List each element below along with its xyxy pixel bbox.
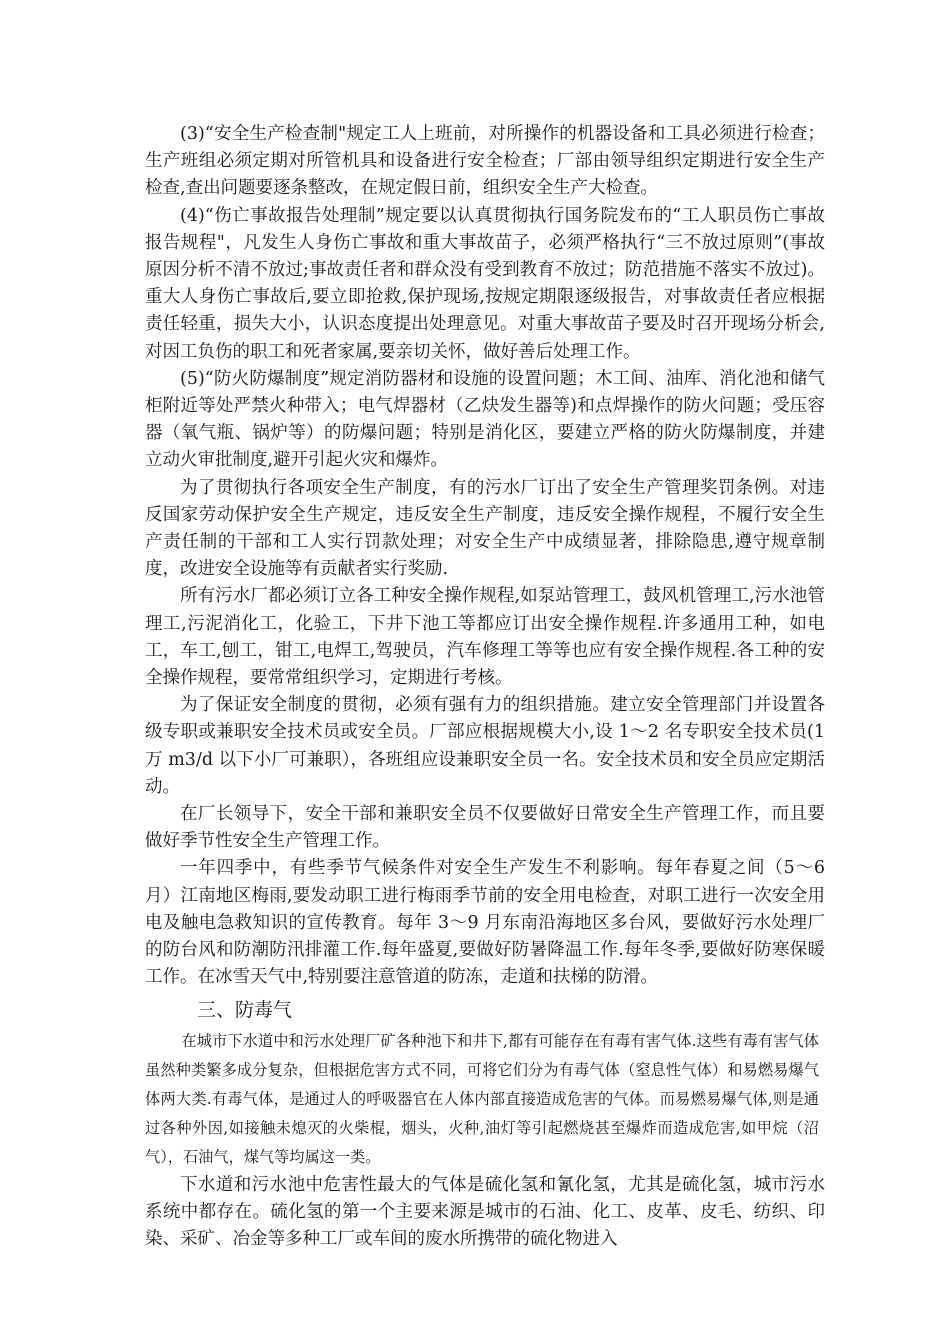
paragraph-reward-penalty: 为了贯彻执行各项安全生产制度，有的污水厂订出了安全生产管理奖罚条例。对违反国家劳动保护安全生产规定，违反安全生产制度，违反安全操作规程，不履行安全生产责任制的干部和工人实行罚款处理；对安全生产中成绩显著，排除隐患,遵守规章制度，改进安全设施等有贡献者实行奖励. (145, 477, 825, 580)
section-heading: 三、防毒气 (197, 998, 293, 1021)
paragraph-operating-rules: 所有污水厂都必须订立各工种安全操作规程,如泵站管理工，鼓风机管理工,污水池管理工,污泥消化工，化验工，下井下池工等都应订出安全操作规程.许多通用工种，如电工，车工,刨工，钳工,电焊工,驾驶员，汽车修理工等等也应有安全操作规程.各工种的安全操作规程，要常常组织学习，定期进行考核。 (145, 586, 825, 689)
paragraph-factory-director: 在厂长领导下，安全干部和兼职安全员不仅要做好日常安全生产管理工作，而且要做好季节性安全生产管理工作。 (145, 804, 825, 852)
paragraph-seasonal: 一年四季中，有些季节气候条件对安全生产发生不利影响。每年春夏之间（5～6 月）江南地区梅雨,要发动职工进行梅雨季节前的安全用电检查，对职工进行一次安全用电及触电急救知识的宣传教育。每年 3～9 月东南沿海地区多台风，要做好污水处理厂的防台风和防潮防汛排灌工作.每年盛夏,要做好防暑降温工作.每年冬季,要做好防寒保暖工作。在冰雪天气中,特别要注意管道的防冻，走道和扶梯的防滑。 (145, 858, 825, 988)
document-page (145, 121, 825, 1253)
paragraph-toxic-gases: 在城市下水道中和污水处理厂矿各种池下和井下,都有可能存在有毒有害气体.这些有毒有害气体虽然种类繁多成分复杂，但根据危害方式不同，可将它们分为有毒气体（窒息性气体）和易燃易爆气体两大类.有毒气体，是通过人的呼吸器官在人体内部直接造成危害的气体。而易燃易爆气体,则是通过各种外因,如接触未熄灭的火柴棍，烟头，火种,油灯等引起燃烧甚至爆炸而造成危害,如甲烷（沼气），石油气，煤气等均属这一类。 (145, 1031, 819, 1166)
paragraph-fire-prevention: (5)“防火防爆制度”规定消防器材和设施的设置问题；木工间、油库、消化池和储气柜附近等处严禁火种带入；电气焊器材（乙炔发生器等)和点焊操作的防火问题；受压容器（氧气瓶、锅炉等）的防爆问题；特别是消化区，要建立严格的防火防爆制度，并建立动火审批制度,避开引起火灾和爆炸。 (145, 368, 825, 471)
paragraph-safety-inspection: (3)“安全生产检查制"规定工人上班前，对所操作的机器设备和工具必须进行检查；生产班组必须定期对所管机具和设备进行安全检查；厂部由领导组织定期进行安全生产检查,查出问题要逐条整改，在规定假日前，组织安全生产大检查。 (145, 124, 825, 199)
paragraph-accident-report: (4)“伤亡事故报告处理制”规定要以认真贯彻执行国务院发布的“工人职员伤亡事故报告规程"，凡发生人身伤亡事故和重大事故苗子，必须严格执行“三不放过原则”(事故原因分析不清不放过;事故责任者和群众没有受到教育不放过；防范措施不落实不放过)。重大人身伤亡事故后,要立即抢救,保护现场,按规定期限逐级报告，对事故责任者应根据责任轻重，损失大小，认识态度提出处理意见。对重大事故苗子要及时召开现场分析会,对因工负伤的职工和死者家属,要亲切关怀，做好善后处理工作。 (145, 205, 825, 362)
paragraph-organization: 为了保证安全制度的贯彻，必须有强有力的组织措施。建立安全管理部门并设置各级专职或兼职安全技术员或安全员。厂部应根据规模大小,设 1～2 名专职安全技术员(1 万 m3/d 以下小厂可兼职），各班组应设兼职安全员一名。安全技术员和安全员应定期活动。 (145, 695, 825, 797)
paragraph-hydrogen-sulfide: 下水道和污水池中危害性最大的气体是硫化氢和氰化氢，尤其是硫化氢，城市污水系统中都存在。硫化氢的第一个主要来源是城市的石油、化工、皮革、皮毛、纺织、印染、采矿、冶金等多种工厂或车间的废水所携带的硫化物进入 (145, 1174, 825, 1249)
